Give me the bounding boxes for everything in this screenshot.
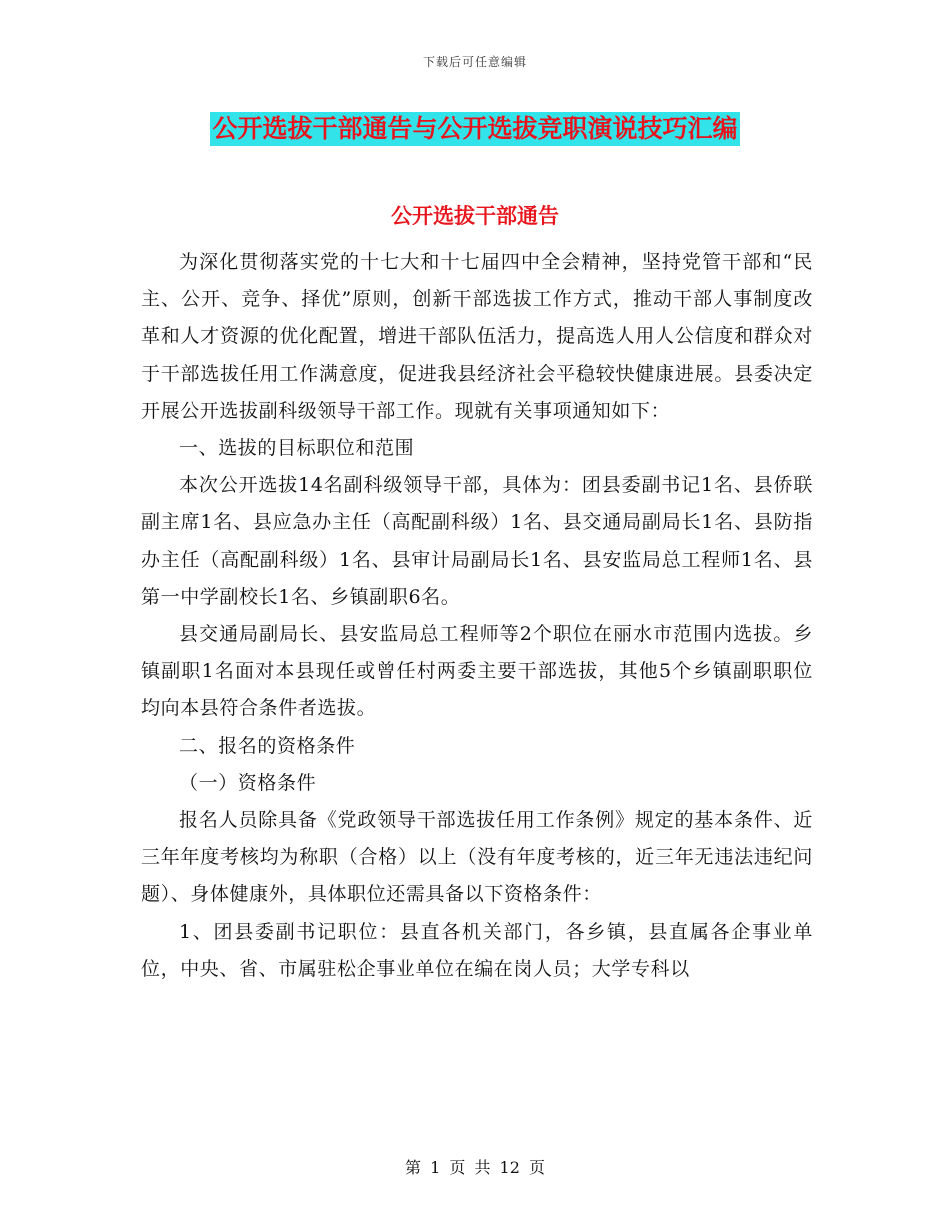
- subheading-qualifications: （一）资格条件: [179, 771, 317, 794]
- section-title: 公开选拔干部通告: [391, 203, 559, 228]
- paragraph-requirements: 报名人员除具备《党政领导干部选拔任用工作条例》规定的基本条件、近三年年度考核均为称职（合格）以上（没有年度考核的，近三年无违法违纪问题）、身体健康外，具体职位还需具备以下资格条件：: [141, 809, 813, 906]
- document-title-wrap: [0, 112, 950, 146]
- document-body: [141, 244, 813, 988]
- heading-target-positions: 一、选拔的目标职位和范围: [179, 437, 415, 460]
- heading-qualifications: 二、报名的资格条件: [179, 734, 356, 757]
- paragraph-positions: 本次公开选拔14名副科级领导干部，具体为：团县委副书记1名、县侨联副主席1名、县应急办主任（高配副科级）1名、县交通局副局长1名、县防指办主任（高配副科级）1名、县审计局副局长1名、县安监局总工程师1名、县第一中学副校长1名、乡镇副职6名。: [141, 474, 813, 608]
- page-number: 第 1 页 共 12 页: [405, 1158, 545, 1177]
- paragraph-scope: 县交通局副局长、县安监局总工程师等2个职位在丽水市范围内选拔。乡镇副职1名面对本县现任或曾任村两委主要干部选拔，其他5个乡镇副职职位均向本县符合条件者选拔。: [141, 623, 813, 720]
- paragraph-intro: 为深化贯彻落实党的十七大和十七届四中全会精神，坚持党管干部和“民主、公开、竞争、择优”原则，创新干部选拔工作方式，推动干部人事制度改革和人才资源的优化配置，增进干部队伍活力，提高选人用人公信度和群众对于干部选拔任用工作满意度，促进我县经济社会平稳较快健康进展。县委决定开展公开选拔副科级领导干部工作。现就有关事项通知如下：: [141, 251, 813, 422]
- document-title: 公开选拔干部通告与公开选拔竞职演说技巧汇编: [210, 112, 739, 146]
- paragraph-youth-league: 1、团县委副书记职位：县直各机关部门，各乡镇，县直属各企事业单位，中央、省、市属驻松企事业单位在编在岗人员；大学专科以: [141, 920, 813, 980]
- header-note: 下载后可任意编辑: [422, 55, 527, 69]
